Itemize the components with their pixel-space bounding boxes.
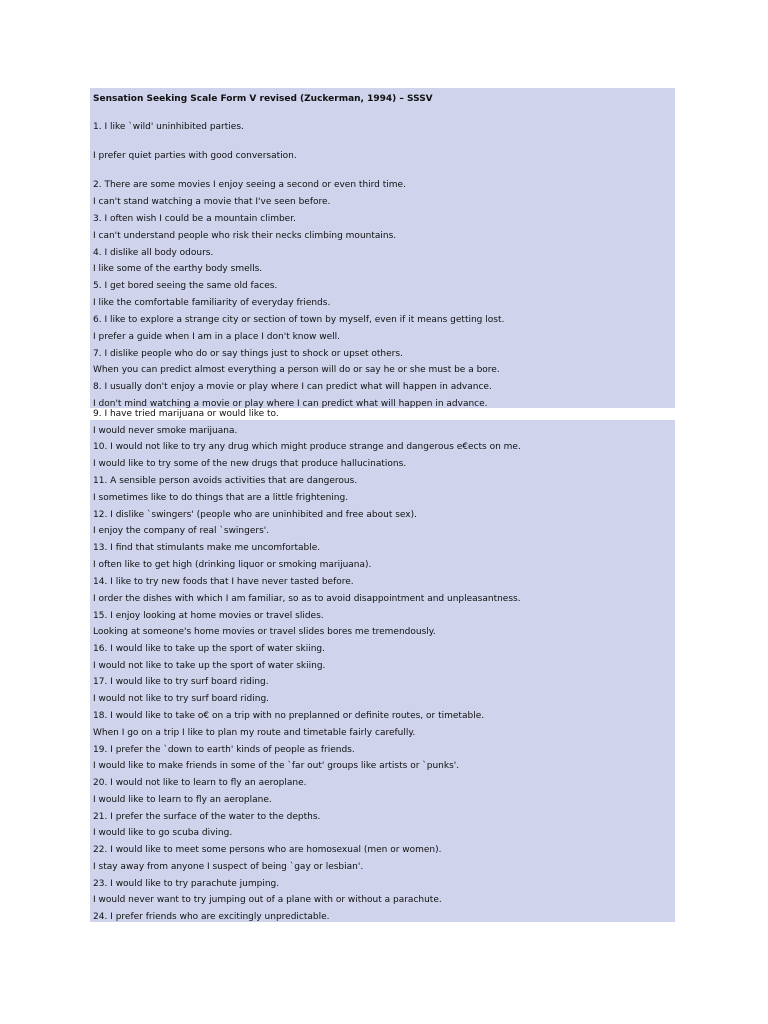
item-line: 9. I have tried marijuana or would like to. — [93, 409, 279, 419]
item-line: 22. I would like to meet some persons who are homosexual (men or women). — [93, 845, 442, 855]
document-title: Sensation Seeking Scale Form V revised (Zuckerman, 1994) – SSSV — [93, 94, 433, 104]
item-line: 8. I usually don't enjoy a movie or play where I can predict what will happen in advance. — [93, 382, 492, 392]
item-line: 24. I prefer friends who are excitingly unpredictable. — [93, 912, 330, 922]
item-line: I would like to learn to fly an aeroplane. — [93, 795, 272, 805]
item-line: 11. A sensible person avoids activities that are dangerous. — [93, 476, 358, 486]
item-line: I would never smoke marijuana. — [93, 426, 238, 436]
item-line: Looking at someone's home movies or travel slides bores me tremendously. — [93, 627, 436, 637]
item-line: 21. I prefer the surface of the water to the depths. — [93, 812, 321, 822]
item-line: I would like to make friends in some of the `far out' groups like artists or `punks'. — [93, 761, 460, 771]
item-line: I prefer a guide when I am in a place I don't know well. — [93, 332, 340, 342]
item-line: 5. I get bored seeing the same old faces. — [93, 281, 278, 291]
item-line: 23. I would like to try parachute jumping. — [93, 879, 280, 889]
item-line: I like some of the earthy body smells. — [93, 264, 263, 274]
item-line: I prefer quiet parties with good conversation. — [93, 151, 297, 161]
item-line: I enjoy the company of real `swingers'. — [93, 526, 270, 536]
item-line: I sometimes like to do things that are a little frightening. — [93, 493, 349, 503]
item-line: I order the dishes with which I am familiar, so as to avoid disappointment and unpleasantness. — [93, 594, 521, 604]
item-line: I would never want to try jumping out of a plane with or without a parachute. — [93, 895, 442, 905]
item-line: I don't mind watching a movie or play where I can predict what will happen in advance. — [93, 399, 488, 409]
item-line: When you can predict almost everything a person will do or say he or she must be a bore. — [93, 365, 500, 375]
item-line: 13. I find that stimulants make me uncomfortable. — [93, 543, 321, 553]
item-line: 6. I like to explore a strange city or section of town by myself, even if it means getting lost. — [93, 315, 505, 325]
item-line: 1. I like `wild' uninhibited parties. — [93, 122, 244, 132]
item-line: When I go on a trip I like to plan my route and timetable fairly carefully. — [93, 728, 416, 738]
item-line: 12. I dislike `swingers' (people who are uninhibited and free about sex). — [93, 510, 417, 520]
item-line: 14. I like to try new foods that I have never tasted before. — [93, 577, 354, 587]
item-line: I often like to get high (drinking liquor or smoking marijuana). — [93, 560, 372, 570]
item-line: 18. I would like to take o€ on a trip with no preplanned or definite routes, or timetable. — [93, 711, 485, 721]
item-line: 10. I would not like to try any drug which might produce strange and dangerous e€ects on me. — [93, 442, 521, 452]
item-line: 7. I dislike people who do or say things just to shock or upset others. — [93, 349, 403, 359]
item-line: I would not like to try surf board riding. — [93, 694, 270, 704]
item-line: I would like to go scuba diving. — [93, 828, 233, 838]
item-line: 17. I would like to try surf board riding. — [93, 677, 269, 687]
item-line: I can't stand watching a movie that I've seen before. — [93, 197, 331, 207]
item-line: I like the comfortable familiarity of everyday friends. — [93, 298, 331, 308]
item-line: 15. I enjoy looking at home movies or travel slides. — [93, 611, 324, 621]
item-line: I would like to try some of the new drugs that produce hallucinations. — [93, 459, 407, 469]
item-line: I stay away from anyone I suspect of being `gay or lesbian'. — [93, 862, 364, 872]
item-line: 4. I dislike all body odours. — [93, 248, 214, 258]
item-line: 19. I prefer the `down to earth' kinds of people as friends. — [93, 745, 355, 755]
item-line: I can't understand people who risk their necks climbing mountains. — [93, 231, 397, 241]
item-line: 2. There are some movies I enjoy seeing a second or even third time. — [93, 180, 406, 190]
item-line: 16. I would like to take up the sport of water skiing. — [93, 644, 325, 654]
item-line: I would not like to take up the sport of water skiing. — [93, 661, 326, 671]
item-line: 3. I often wish I could be a mountain climber. — [93, 214, 296, 224]
item-line: 20. I would not like to learn to fly an aeroplane. — [93, 778, 307, 788]
